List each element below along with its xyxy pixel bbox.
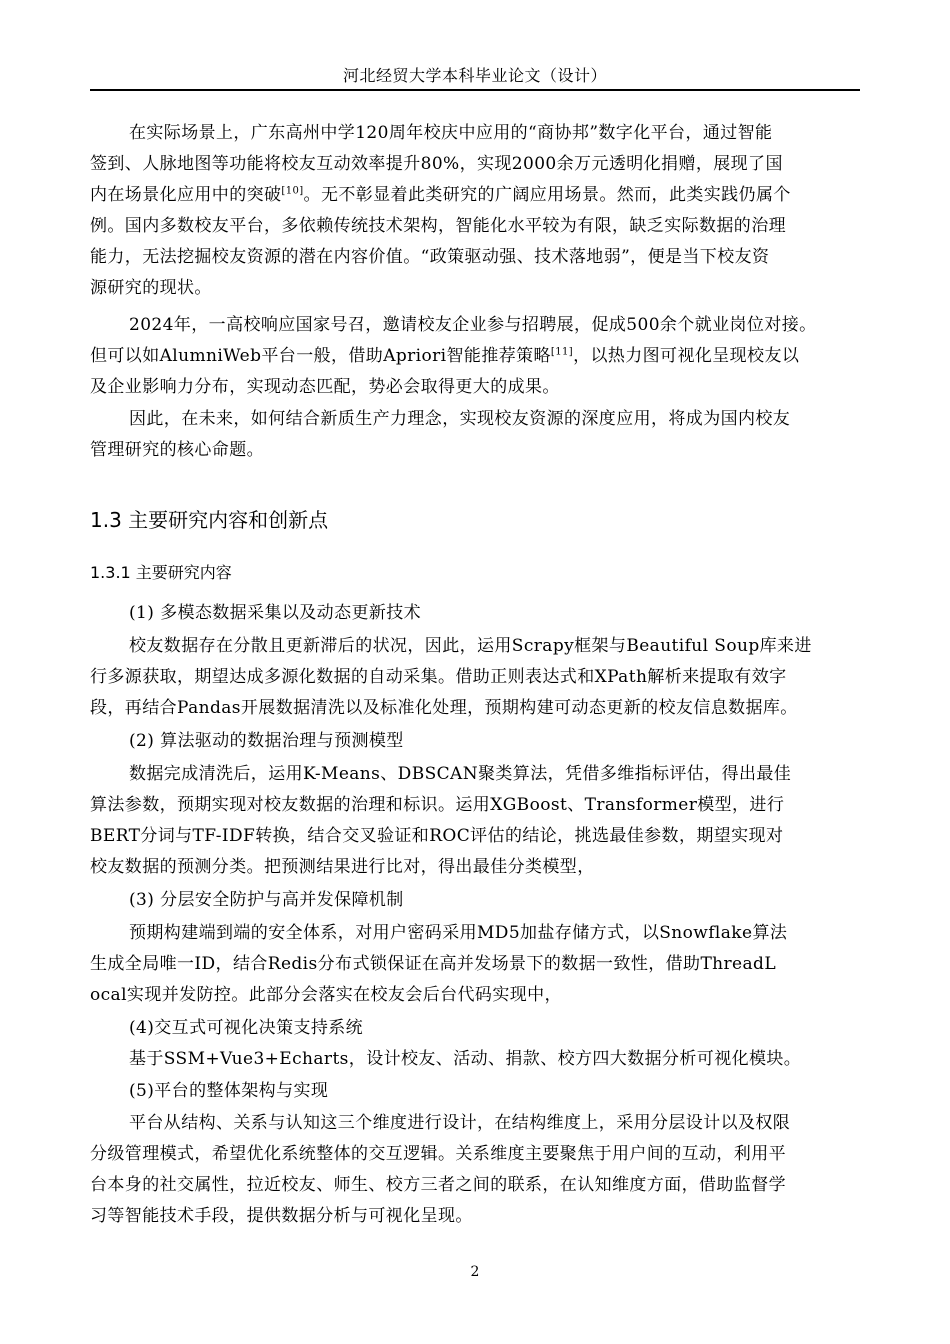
paragraph-line: 能力，无法挖掘校友资源的潜在内容价值。“政策驱动强、技术落地弱”，便是当下校友资 <box>90 247 770 267</box>
header-rule <box>90 89 860 91</box>
citation: [11] <box>550 346 574 358</box>
paragraph-line: 签到、人脉地图等功能将校友互动效率提升80%，实现2000余万元透明化捐赠，展现了国 <box>90 154 783 174</box>
paragraph-line: 数据完成清洗后，运用K-Means、DBSCAN聚类算法，凭借多维指标评估，得出最佳 <box>129 764 792 784</box>
paragraph-line: 算法参数，预期实现对校友数据的治理和标识。运用XGBoost、Transformer模型，进行 <box>90 795 785 815</box>
paragraph-line: 生成全局唯一ID，结合Redis分布式锁保证在高并发场景下的数据一致性，借助ThreadL <box>90 954 777 974</box>
page-number: 2 <box>470 1264 480 1280</box>
running-header: 河北经贸大学本科毕业论文（设计） <box>342 66 607 85</box>
paragraph-line: 校友数据的预测分类。把预测结果进行比对，得出最佳分类模型， <box>90 857 595 877</box>
paragraph-line: 例。国内多数校友平台，多依赖传统技术架构，智能化水平较为有限，缺乏实际数据的治理 <box>90 216 786 236</box>
paragraph-line: BERT分词与TF-IDF转换，结合交叉验证和ROC评估的结论，挑选最佳参数，期望实现对 <box>90 826 784 846</box>
paragraph-line: 管理研究的核心命题。 <box>90 440 264 460</box>
citation: [10] <box>281 185 304 197</box>
paragraph-line: 源研究的现状。 <box>90 278 212 298</box>
paragraph-line: 内在场景化应用中的突破[10]。无不彰显着此类研究的广阔应用场景。然而，此类实践仍属个 <box>90 185 791 205</box>
item-title: (4)交互式可视化决策支持系统 <box>129 1018 364 1038</box>
paragraph-line: 预期构建端到端的安全体系，对用户密码采用MD5加盐存储方式，以Snowflake算法 <box>129 923 788 943</box>
item-title: (1) 多模态数据采集以及动态更新技术 <box>129 603 422 623</box>
paragraph-line: 段，再结合Pandas开展数据清洗以及标准化处理，预期构建可动态更新的校友信息数据库。 <box>90 698 798 718</box>
subsection-heading: 1.3.1 主要研究内容 <box>90 563 232 582</box>
paragraph-line: 但可以如AlumniWeb平台一般，借助Apriori智能推荐策略[11]，以热力图可视化呈现校友以 <box>90 346 800 366</box>
item-title: (2) 算法驱动的数据治理与预测模型 <box>129 731 404 751</box>
paragraph-line: 基于SSM+Vue3+Echarts，设计校友、活动、捐款、校方四大数据分析可视化模块。 <box>129 1049 802 1069</box>
paragraph-line: 分级管理模式，希望优化系统整体的交互逻辑。关系维度主要聚焦于用户间的互动，利用平 <box>90 1144 786 1164</box>
paragraph-line: 行多源获取，期望达成多源化数据的自动采集。借助正则表达式和XPath解析来提取有效字 <box>90 667 787 687</box>
paragraph-line: 台本身的社交属性，拉近校友、师生、校方三者之间的联系，在认知维度方面，借助监督学 <box>90 1175 786 1195</box>
section-heading: 1.3 主要研究内容和创新点 <box>90 508 329 532</box>
paragraph-line: 2024年，一高校响应国家号召，邀请校友企业参与招聘展，促成500余个就业岗位对接。 <box>129 315 817 335</box>
paragraph-line: 校友数据存在分散且更新滞后的状况，因此，运用Scrapy框架与Beautiful Soup库来进 <box>129 636 812 656</box>
item-title: (5)平台的整体架构与实现 <box>129 1081 329 1101</box>
item-title: (3) 分层安全防护与高并发保障机制 <box>129 890 404 910</box>
paragraph-line: 平台从结构、关系与认知这三个维度进行设计，在结构维度上，采用分层设计以及权限 <box>129 1113 791 1133</box>
paragraph-line: 及企业影响力分布，实现动态匹配，势必会取得更大的成果。 <box>90 377 560 397</box>
paragraph-line: 在实际场景上，广东高州中学120周年校庆中应用的“商协邦”数字化平台，通过智能 <box>129 123 773 143</box>
paragraph-line: 因此，在未来，如何结合新质生产力理念，实现校友资源的深度应用，将成为国内校友 <box>129 409 791 429</box>
paragraph-line: ocal实现并发防控。此部分会落实在校友会后台代码实现中， <box>90 985 562 1005</box>
paragraph-line: 习等智能技术手段，提供数据分析与可视化呈现。 <box>90 1206 473 1226</box>
